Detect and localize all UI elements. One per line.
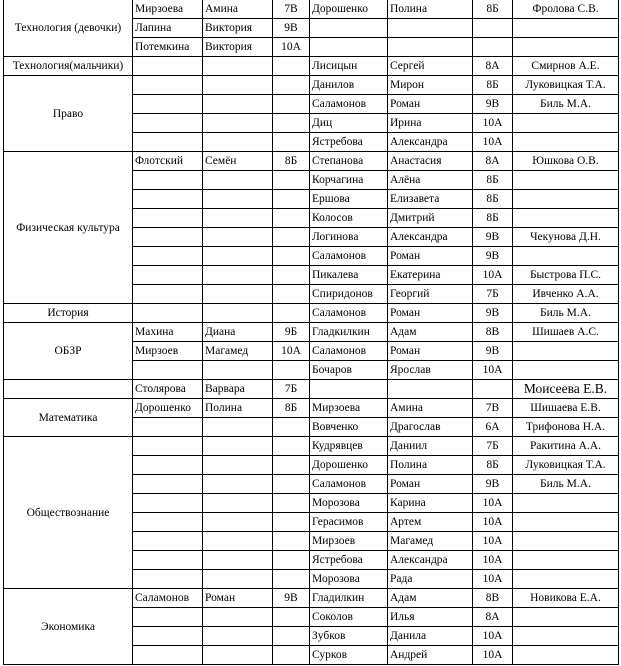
right-student-lastname: Саламонов <box>310 475 388 494</box>
left-student-lastname <box>133 513 203 532</box>
right-student-firstname: Магамед <box>388 532 473 551</box>
left-student-lastname: Дорошенко <box>133 399 203 418</box>
left-student-firstname <box>203 133 273 152</box>
right-student-lastname: Морозова <box>310 570 388 589</box>
right-student-lastname: Ершова <box>310 190 388 209</box>
right-student-lastname: Корчагина <box>310 171 388 190</box>
right-student-class: 10А <box>473 361 513 380</box>
right-student-firstname: Александра <box>388 228 473 247</box>
left-student-firstname <box>203 418 273 437</box>
left-student-firstname: Магамед <box>203 342 273 361</box>
left-student-class <box>273 456 310 475</box>
right-student-class <box>473 19 513 38</box>
subject-cell: Математика <box>4 399 133 437</box>
right-student-lastname: Сурков <box>310 646 388 665</box>
left-student-firstname <box>203 646 273 665</box>
left-student-lastname <box>133 627 203 646</box>
right-student-class: 7Б <box>473 285 513 304</box>
right-student-firstname: Роман <box>388 247 473 266</box>
left-student-firstname <box>203 551 273 570</box>
left-student-lastname <box>133 418 203 437</box>
left-student-firstname: Диана <box>203 323 273 342</box>
teacher-cell: Чекунова Д.Н. <box>513 228 619 247</box>
right-student-firstname <box>388 19 473 38</box>
left-student-class <box>273 190 310 209</box>
left-student-lastname <box>133 475 203 494</box>
teacher-cell: Быстрова П.С. <box>513 266 619 285</box>
left-student-firstname <box>203 532 273 551</box>
table-row <box>4 57 619 76</box>
right-student-class: 8Б <box>473 209 513 228</box>
right-student-lastname: Ястребова <box>310 133 388 152</box>
teacher-cell <box>513 38 619 57</box>
right-student-class: 10А <box>473 114 513 133</box>
teacher-cell: Луковицкая Т.А. <box>513 456 619 475</box>
right-student-lastname: Пикалева <box>310 266 388 285</box>
right-student-firstname: Роман <box>388 304 473 323</box>
right-student-class: 8Б <box>473 171 513 190</box>
subject-cell: Право <box>4 76 133 152</box>
left-student-lastname <box>133 171 203 190</box>
teacher-cell <box>513 133 619 152</box>
left-student-class <box>273 418 310 437</box>
right-student-lastname: Ястребова <box>310 551 388 570</box>
left-student-class <box>273 494 310 513</box>
left-student-class <box>273 209 310 228</box>
table-row <box>4 589 619 608</box>
left-student-firstname <box>203 608 273 627</box>
left-student-lastname <box>133 209 203 228</box>
right-student-lastname: Зубков <box>310 627 388 646</box>
right-student-firstname: Полина <box>388 0 473 19</box>
subject-cell: Экономика <box>4 589 133 665</box>
right-student-lastname: Саламонов <box>310 247 388 266</box>
right-student-class: 9В <box>473 95 513 114</box>
right-student-firstname: Мирон <box>388 76 473 95</box>
teacher-cell: Ивченко А.А. <box>513 285 619 304</box>
right-student-firstname: Роман <box>388 95 473 114</box>
left-student-firstname: Виктория <box>203 38 273 57</box>
right-student-firstname: Полина <box>388 456 473 475</box>
right-student-firstname: Александра <box>388 551 473 570</box>
subject-cell: Технология (девочки) <box>4 0 133 57</box>
left-student-firstname: Роман <box>203 589 273 608</box>
teacher-cell <box>513 247 619 266</box>
right-student-firstname <box>388 380 473 399</box>
left-student-firstname <box>203 437 273 456</box>
left-student-firstname <box>203 456 273 475</box>
teacher-cell <box>513 513 619 532</box>
left-student-class <box>273 532 310 551</box>
left-student-class <box>273 247 310 266</box>
right-student-firstname: Адам <box>388 589 473 608</box>
left-student-lastname <box>133 646 203 665</box>
left-student-lastname <box>133 532 203 551</box>
left-student-class <box>273 551 310 570</box>
left-student-firstname <box>203 304 273 323</box>
left-student-firstname <box>203 114 273 133</box>
left-student-lastname <box>133 247 203 266</box>
table-row <box>4 304 619 323</box>
teacher-cell <box>513 19 619 38</box>
left-student-lastname <box>133 551 203 570</box>
right-student-firstname: Даниил <box>388 437 473 456</box>
teacher-cell: Биль М.А. <box>513 95 619 114</box>
right-student-firstname: Елизавета <box>388 190 473 209</box>
left-student-lastname: Столярова <box>133 380 203 399</box>
left-student-lastname <box>133 437 203 456</box>
left-student-class <box>273 228 310 247</box>
right-student-lastname: Кудрявцев <box>310 437 388 456</box>
table-row <box>4 76 619 95</box>
right-student-firstname: Алёна <box>388 171 473 190</box>
right-student-firstname: Амина <box>388 399 473 418</box>
teacher-cell <box>513 494 619 513</box>
right-student-class: 8А <box>473 608 513 627</box>
left-student-lastname: Лапина <box>133 19 203 38</box>
right-student-firstname: Рада <box>388 570 473 589</box>
right-student-class: 10А <box>473 646 513 665</box>
right-student-class: 8Б <box>473 0 513 19</box>
right-student-class: 10А <box>473 627 513 646</box>
right-student-class: 10А <box>473 266 513 285</box>
right-student-firstname <box>388 38 473 57</box>
right-student-class: 7В <box>473 399 513 418</box>
teacher-cell <box>513 209 619 228</box>
table-row <box>4 0 619 19</box>
left-student-lastname: Саламонов <box>133 589 203 608</box>
teacher-cell: Луковицкая Т.А. <box>513 76 619 95</box>
left-student-lastname <box>133 266 203 285</box>
left-student-firstname <box>203 228 273 247</box>
left-student-firstname <box>203 627 273 646</box>
right-student-lastname: Герасимов <box>310 513 388 532</box>
left-student-class: 7Б <box>273 380 310 399</box>
teacher-cell <box>513 361 619 380</box>
table-row <box>4 380 619 399</box>
left-student-class <box>273 133 310 152</box>
left-student-firstname <box>203 247 273 266</box>
left-student-class <box>273 95 310 114</box>
right-student-lastname: Дорошенко <box>310 0 388 19</box>
teacher-cell <box>513 342 619 361</box>
left-student-lastname <box>133 114 203 133</box>
right-student-lastname: Соколов <box>310 608 388 627</box>
right-student-class: 8В <box>473 589 513 608</box>
right-student-class: 8А <box>473 57 513 76</box>
left-student-lastname <box>133 95 203 114</box>
right-student-firstname: Роман <box>388 475 473 494</box>
right-student-class: 9В <box>473 228 513 247</box>
right-student-firstname: Георгий <box>388 285 473 304</box>
right-student-lastname: Дорошенко <box>310 456 388 475</box>
right-student-class: 8Б <box>473 456 513 475</box>
left-student-lastname <box>133 456 203 475</box>
left-student-class <box>273 285 310 304</box>
teacher-cell <box>513 532 619 551</box>
left-student-lastname: Мирзоева <box>133 0 203 19</box>
left-student-lastname <box>133 304 203 323</box>
teacher-cell: Биль М.А. <box>513 304 619 323</box>
right-student-firstname: Драгослав <box>388 418 473 437</box>
left-student-lastname <box>133 361 203 380</box>
subject-cell: Обществознание <box>4 437 133 589</box>
right-student-lastname: Саламонов <box>310 304 388 323</box>
left-student-class <box>273 304 310 323</box>
right-student-lastname: Логинова <box>310 228 388 247</box>
right-student-firstname: Сергей <box>388 57 473 76</box>
right-student-firstname: Роман <box>388 342 473 361</box>
right-student-firstname: Анастасия <box>388 152 473 171</box>
left-student-lastname <box>133 190 203 209</box>
left-student-class: 10А <box>273 342 310 361</box>
right-student-firstname: Ярослав <box>388 361 473 380</box>
left-student-class <box>273 627 310 646</box>
left-student-lastname: Флотский <box>133 152 203 171</box>
right-student-lastname: Степанова <box>310 152 388 171</box>
teacher-cell <box>513 171 619 190</box>
teacher-cell: Ракитина А.А. <box>513 437 619 456</box>
left-student-firstname <box>203 57 273 76</box>
left-student-class <box>273 57 310 76</box>
left-student-firstname <box>203 209 273 228</box>
right-student-class <box>473 38 513 57</box>
left-student-class <box>273 608 310 627</box>
left-student-lastname: Мирзоев <box>133 342 203 361</box>
right-student-lastname: Саламонов <box>310 95 388 114</box>
right-student-lastname: Саламонов <box>310 342 388 361</box>
left-student-class: 9В <box>273 19 310 38</box>
left-student-class <box>273 570 310 589</box>
right-student-class: 9В <box>473 247 513 266</box>
left-student-class <box>273 266 310 285</box>
right-student-firstname: Андрей <box>388 646 473 665</box>
right-student-class: 8Б <box>473 76 513 95</box>
left-student-class <box>273 437 310 456</box>
right-student-class: 10А <box>473 551 513 570</box>
teacher-cell <box>513 646 619 665</box>
left-student-class <box>273 513 310 532</box>
right-student-lastname <box>310 38 388 57</box>
teacher-cell <box>513 551 619 570</box>
right-student-lastname: Мирзоева <box>310 399 388 418</box>
right-student-firstname: Данила <box>388 627 473 646</box>
left-student-class: 9Б <box>273 323 310 342</box>
left-student-lastname <box>133 570 203 589</box>
right-student-firstname: Ирина <box>388 114 473 133</box>
left-student-class <box>273 114 310 133</box>
olympiad-table <box>3 0 619 665</box>
left-student-lastname: Махина <box>133 323 203 342</box>
right-student-class: 10А <box>473 570 513 589</box>
teacher-cell: Шишаева Е.В. <box>513 399 619 418</box>
right-student-lastname <box>310 380 388 399</box>
right-student-class: 8А <box>473 152 513 171</box>
subject-cell: Технология(мальчики) <box>4 57 133 76</box>
right-student-lastname: Морозова <box>310 494 388 513</box>
left-student-lastname <box>133 57 203 76</box>
left-student-class: 7В <box>273 0 310 19</box>
right-student-lastname: Колосов <box>310 209 388 228</box>
right-student-lastname: Данилов <box>310 76 388 95</box>
left-student-class <box>273 646 310 665</box>
teacher-cell <box>513 570 619 589</box>
teacher-cell <box>513 114 619 133</box>
left-student-firstname <box>203 494 273 513</box>
right-student-class: 7Б <box>473 437 513 456</box>
right-student-class <box>473 380 513 399</box>
right-student-class: 9В <box>473 342 513 361</box>
left-student-lastname <box>133 285 203 304</box>
right-student-class: 10А <box>473 513 513 532</box>
left-student-firstname: Амина <box>203 0 273 19</box>
left-student-class: 10А <box>273 38 310 57</box>
subject-cell <box>4 380 133 399</box>
left-student-lastname: Потемкина <box>133 38 203 57</box>
teacher-cell: Трифонова Н.А. <box>513 418 619 437</box>
left-student-firstname: Семён <box>203 152 273 171</box>
right-student-class: 9В <box>473 304 513 323</box>
right-student-firstname: Карина <box>388 494 473 513</box>
table-body <box>4 0 619 665</box>
left-student-lastname <box>133 76 203 95</box>
left-student-firstname <box>203 361 273 380</box>
left-student-class <box>273 475 310 494</box>
right-student-lastname: Спиридонов <box>310 285 388 304</box>
right-student-class: 8В <box>473 323 513 342</box>
teacher-cell: Биль М.А. <box>513 475 619 494</box>
left-student-lastname <box>133 228 203 247</box>
right-student-class: 8Б <box>473 190 513 209</box>
right-student-firstname: Илья <box>388 608 473 627</box>
right-student-lastname <box>310 19 388 38</box>
right-student-firstname: Дмитрий <box>388 209 473 228</box>
left-student-class <box>273 76 310 95</box>
left-student-lastname <box>133 133 203 152</box>
right-student-lastname: Гладилкин <box>310 589 388 608</box>
right-student-class: 6А <box>473 418 513 437</box>
right-student-firstname: Адам <box>388 323 473 342</box>
right-student-lastname: Диц <box>310 114 388 133</box>
right-student-lastname: Бочаров <box>310 361 388 380</box>
left-student-lastname <box>133 494 203 513</box>
right-student-firstname: Александра <box>388 133 473 152</box>
table-row <box>4 152 619 171</box>
left-student-class: 8Б <box>273 152 310 171</box>
teacher-cell <box>513 190 619 209</box>
left-student-class <box>273 361 310 380</box>
left-student-lastname <box>133 608 203 627</box>
teacher-cell: Смирнов А.Е. <box>513 57 619 76</box>
right-student-firstname: Екатерина <box>388 266 473 285</box>
left-student-firstname: Варвара <box>203 380 273 399</box>
left-student-firstname <box>203 285 273 304</box>
left-student-firstname <box>203 171 273 190</box>
teacher-cell: Шишаев А.С. <box>513 323 619 342</box>
left-student-class: 8Б <box>273 399 310 418</box>
teacher-cell <box>513 627 619 646</box>
left-student-firstname <box>203 266 273 285</box>
left-student-firstname <box>203 76 273 95</box>
left-student-class <box>273 171 310 190</box>
right-student-class: 10А <box>473 532 513 551</box>
left-student-firstname <box>203 570 273 589</box>
right-student-lastname: Лисицын <box>310 57 388 76</box>
teacher-cell <box>513 608 619 627</box>
left-student-firstname: Виктория <box>203 19 273 38</box>
left-student-class: 9В <box>273 589 310 608</box>
left-student-firstname: Полина <box>203 399 273 418</box>
table-row <box>4 399 619 418</box>
right-student-class: 10А <box>473 133 513 152</box>
left-student-firstname <box>203 475 273 494</box>
teacher-cell: Фролова С.В. <box>513 0 619 19</box>
left-student-firstname <box>203 95 273 114</box>
subject-cell: История <box>4 304 133 323</box>
right-student-class: 9В <box>473 475 513 494</box>
right-student-class: 10А <box>473 494 513 513</box>
right-student-lastname: Гладкилкин <box>310 323 388 342</box>
teacher-cell: Моисеева Е.В. <box>513 380 619 399</box>
subject-cell: ОБЗР <box>4 323 133 380</box>
left-student-firstname <box>203 190 273 209</box>
table-row <box>4 437 619 456</box>
subject-cell: Физическая культура <box>4 152 133 304</box>
right-student-firstname: Артем <box>388 513 473 532</box>
teacher-cell: Юшкова О.В. <box>513 152 619 171</box>
teacher-cell: Новикова Е.А. <box>513 589 619 608</box>
left-student-firstname <box>203 513 273 532</box>
table-row <box>4 323 619 342</box>
right-student-lastname: Вовченко <box>310 418 388 437</box>
right-student-lastname: Мирзоев <box>310 532 388 551</box>
